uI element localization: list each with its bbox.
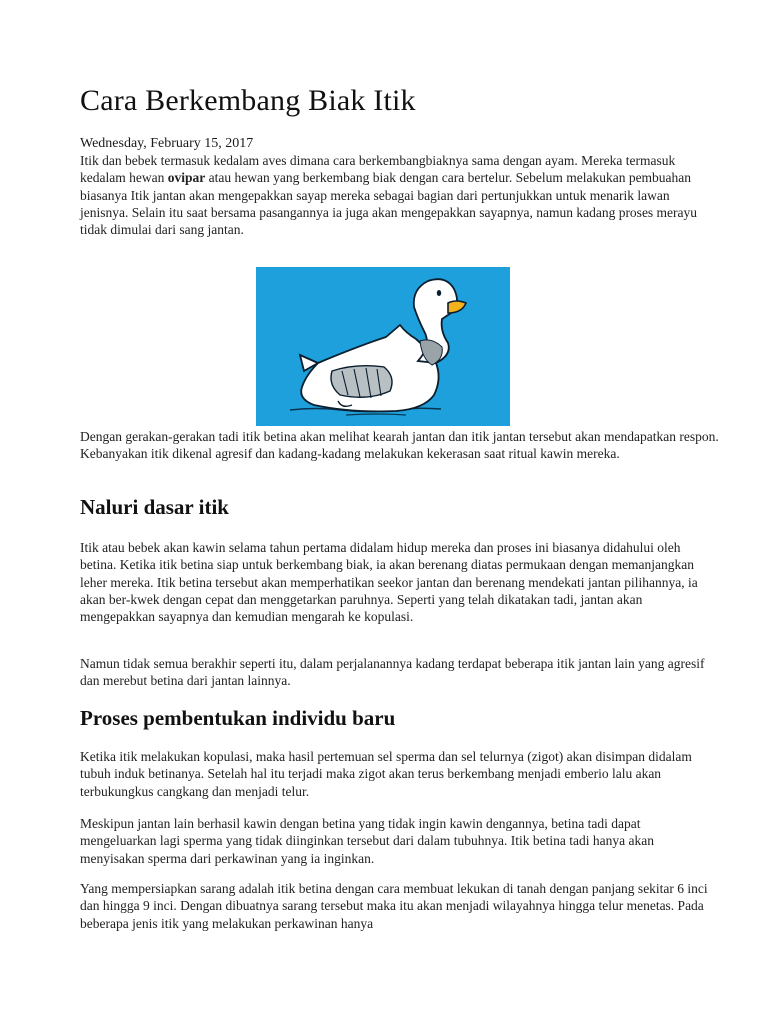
naluri-paragraph-2: Namun tidak semua berakhir seperti itu, dalam perjalanannya kadang terdapat beberapa itik jantan lain yang agresif dan merebut betina dari jantan lainnya. bbox=[80, 656, 705, 689]
after-image-paragraph: Dengan gerakan-gerakan tadi itik betina akan melihat kearah jantan dan itik jantan tersebut akan mendapatkan respon. Kebanyakan itik dikenal agresif dan kadang-kadang melakukan kekerasan saat ritual kawin mereka. bbox=[80, 429, 719, 462]
post-date: Wednesday, February 15, 2017 bbox=[80, 136, 254, 151]
intro-text-start: Itik dan bebek termasuk kedalam aves dimana cara berkembangbiaknya sama dengan ayam. Mereka termasuk kedalam hewan bbox=[80, 153, 676, 186]
intro-bold-term: ovipar bbox=[167, 170, 206, 186]
proses-paragraph-3: Yang mempersiapkan sarang adalah itik betina dengan cara membuat lekukan di tanah dengan panjang sekitar 6 inci dan hingga 9 inci. Dengan dibuatnya sarang tersebut maka itu akan menjadi wilayahnya hingga telur menetas. Pada beberapa jenis itik yang melakukan perkawinan hanya bbox=[80, 881, 708, 931]
intro-text-end: atau hewan yang berkembang biak dengan cara bertelur. Sebelum melakukan pembuahan biasanya Itik jantan akan mengepakkan sayap mereka sebagai bagian dari pertunjukkan untuk menarik lawan jenisnya. Selain itu saat bersama pasangannya ia juga akan mengepakkan sayapnya, namun kadang proses merayu tidak dimulai dari sang jantan. bbox=[80, 170, 698, 238]
proses-paragraph-1: Ketika itik melakukan kopulasi, maka hasil pertemuan sel sperma dan sel telurnya (zigot) akan disimpan didalam tubuh induk betinanya. Setelah hal itu terjadi maka zigot akan terus berkembang menjadi emberio lalu akan terbukungkus cangkang dan menjadi telur. bbox=[80, 749, 692, 799]
section-heading-naluri: Naluri dasar itik bbox=[80, 495, 229, 519]
proses-paragraph-2: Meskipun jantan lain berhasil kawin dengan betina yang tidak ingin kawin dengannya, betina tadi dapat mengeluarkan lagi sperma yang tidak diinginkan tersebut dari dalam tubuhnya. Itik betina tadi hanya akan menyisakan sperma dari perkawinan yang ia inginkan. bbox=[80, 816, 654, 866]
section-heading-proses: Proses pembentukan individu baru bbox=[80, 706, 396, 730]
page-title: Cara Berkembang Biak Itik bbox=[80, 84, 416, 117]
intro-paragraph bbox=[80, 152, 720, 238]
duck-illustration bbox=[256, 267, 510, 426]
naluri-paragraph-1: Itik atau bebek akan kawin selama tahun pertama didalam hidup mereka dan proses ini biasanya didahului oleh betina. Ketika itik betina siap untuk berkembang biak, ia akan berenang diatas permukaan dengan memanjangkan leher mereka. Itik betina tersebut akan memperhatikan seekor jantan dan berenang mendekati jantan pilihannya, ia akan ber-kwek dengan cepat dan menggetarkan paruhnya. Seperti yang telah dikatakan tadi, jantan akan mengepakkan sayapnya dan kemudian mengarah ke kopulasi. bbox=[80, 540, 698, 625]
